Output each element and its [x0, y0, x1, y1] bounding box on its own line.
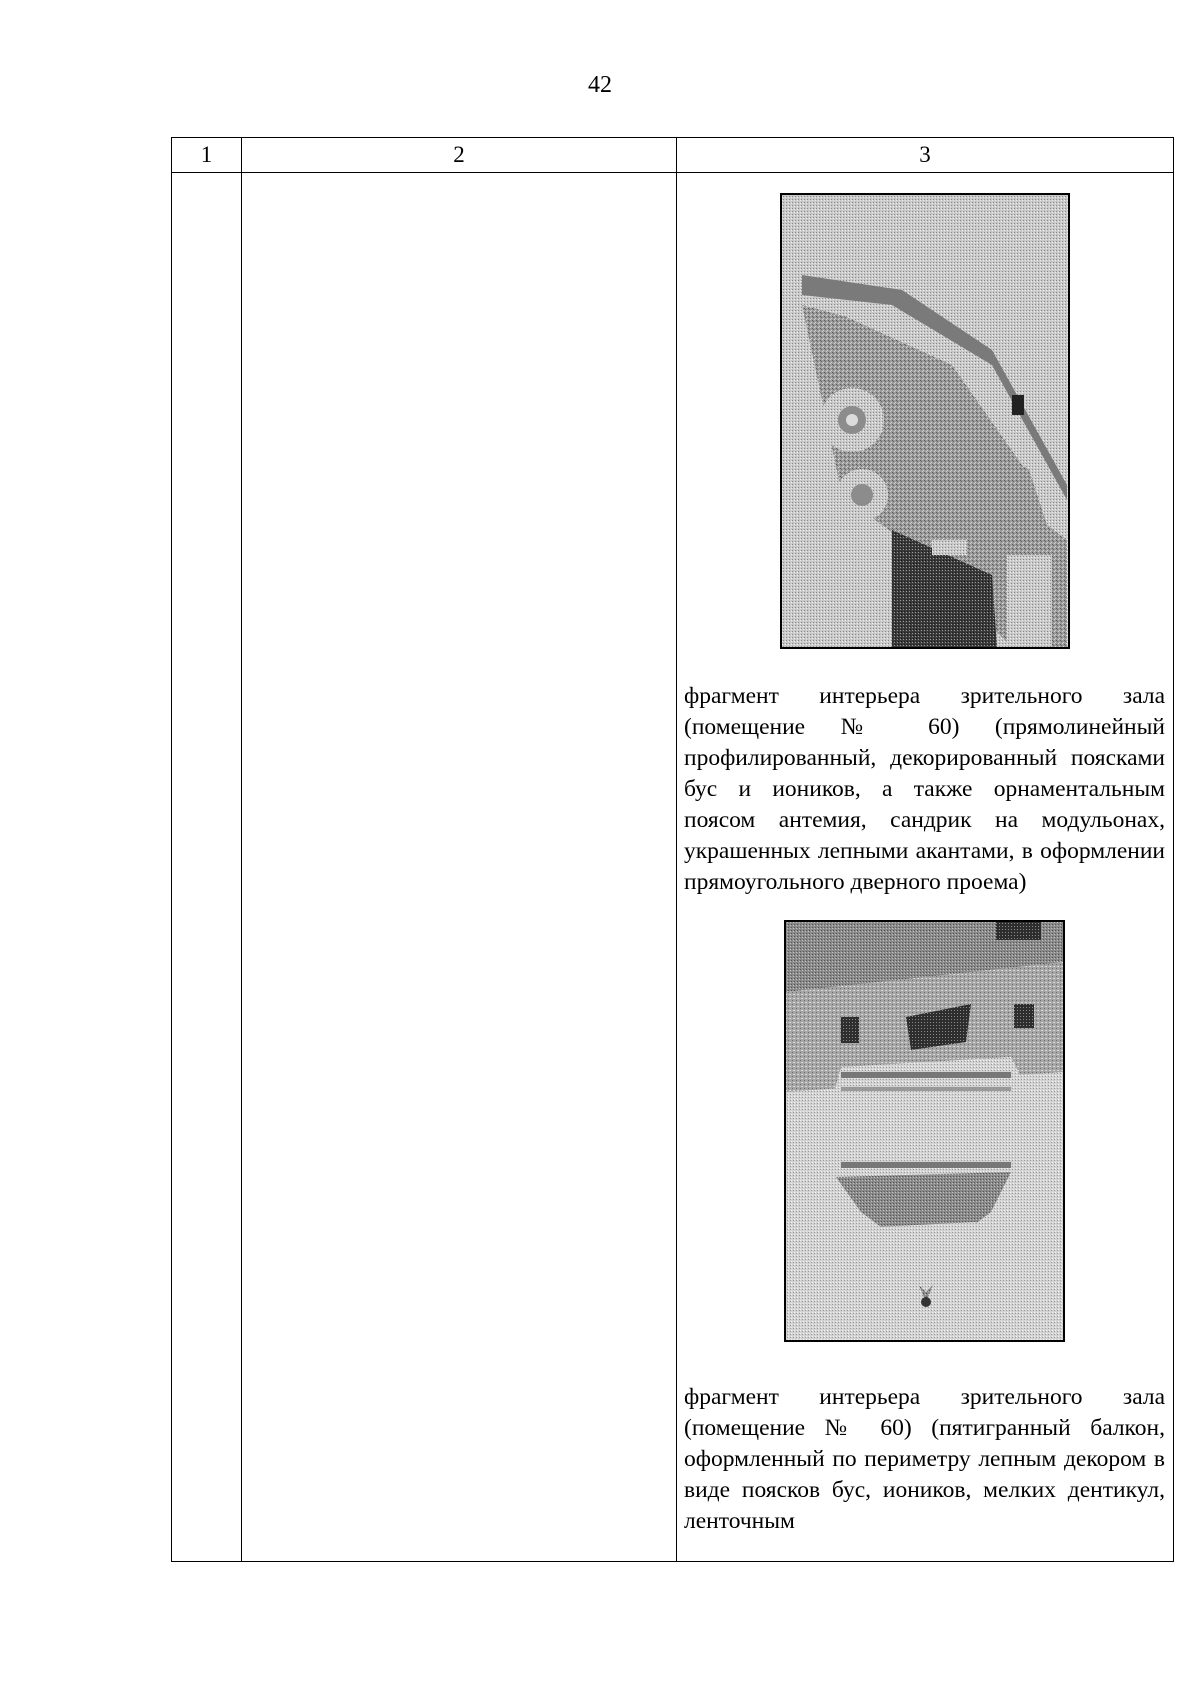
document-table — [171, 137, 1174, 1562]
column-header-3: 3 — [677, 138, 1174, 173]
table-row — [172, 173, 1174, 1562]
column-header-2: 2 — [242, 138, 677, 173]
cell-col-2 — [242, 173, 677, 1562]
sandrik-photo — [780, 193, 1070, 649]
column-header-1: 1 — [172, 138, 242, 173]
table-header-row — [172, 138, 1174, 173]
photo-container-1 — [684, 173, 1165, 654]
photo-caption-2: фрагмент интерьера зрительного зала (помещение № 60) (пятигранный балкон, оформленный по периметру лепным декором в виде поясков бус, иоников, мелких дентикул, ленточным — [684, 1384, 1165, 1534]
photo-container-2 — [684, 898, 1165, 1347]
cell-col-3 — [677, 173, 1174, 1562]
page-number: 42 — [588, 72, 612, 98]
cell-col-1 — [172, 173, 242, 1562]
balcony-photo — [784, 920, 1065, 1342]
photo-caption-1: фрагмент интерьера зрительного зала (помещение № 60) (прямолинейный профилированный, декорированный поясками бус и иоников, а также орнаментальным поясом антемия, сандрик на модульонах, украшенных лепными акантами, в оформлении прямоугольного дверного проема) — [684, 683, 1165, 895]
